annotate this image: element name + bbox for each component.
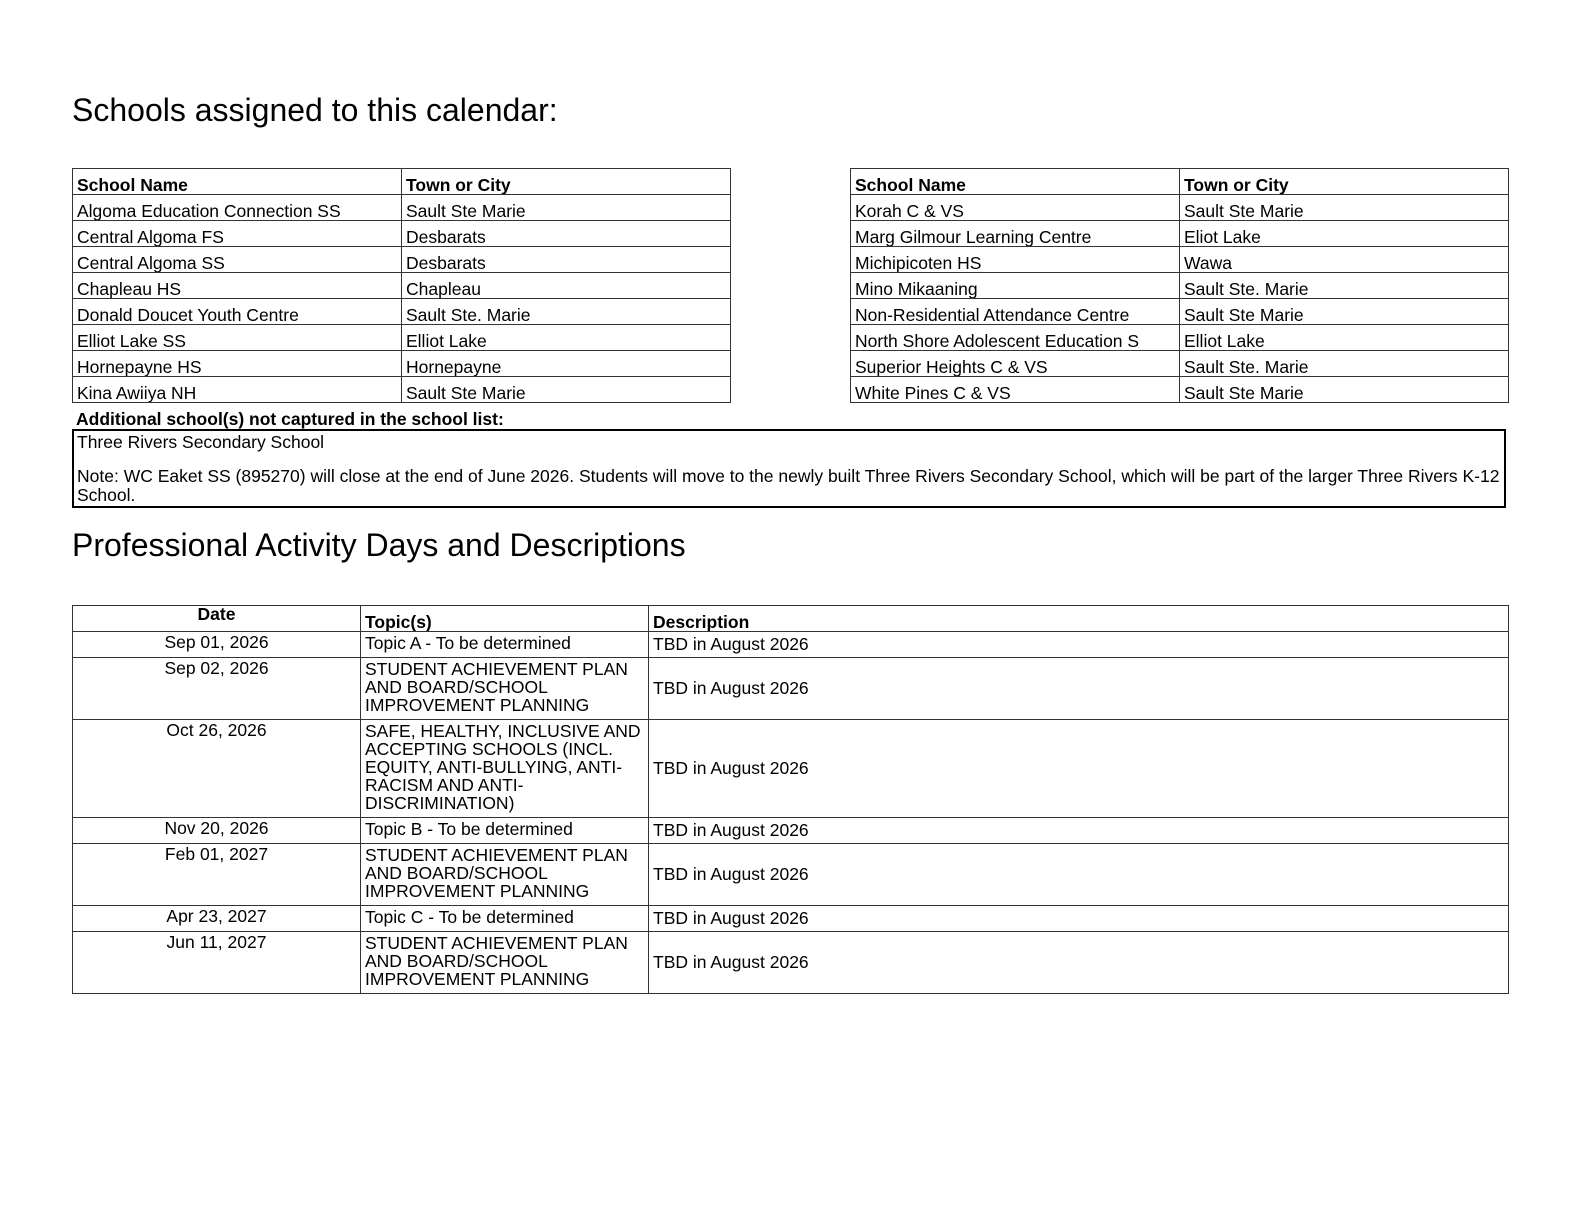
school-name-header: School Name <box>851 169 1180 195</box>
town-cell: Chapleau <box>402 273 731 299</box>
table-row <box>73 720 1509 818</box>
description-header: Description <box>649 606 1509 632</box>
table-row <box>73 351 731 377</box>
school-name-header: School Name <box>73 169 402 195</box>
town-cell: Sault Ste Marie <box>402 377 731 403</box>
school-name-cell: Algoma Education Connection SS <box>73 195 402 221</box>
school-name-cell: Marg Gilmour Learning Centre <box>851 221 1180 247</box>
town-cell: Sault Ste. Marie <box>1180 351 1509 377</box>
table-header-row <box>851 169 1509 195</box>
additional-note: Note: WC Eaket SS (895270) will close at the end of June 2026. Students will move to the newly built Three Rivers Secondary School, which will be part of the larger Three Rivers K-12 School. <box>77 466 1500 505</box>
table-row <box>73 377 731 403</box>
schools-table-left <box>72 168 731 403</box>
school-name-cell: Michipicoten HS <box>851 247 1180 273</box>
table-header-row <box>73 169 731 195</box>
town-header: Town or City <box>1180 169 1509 195</box>
additional-schools-label: Additional school(s) not captured in the school list: <box>76 409 504 429</box>
table-row <box>851 247 1509 273</box>
town-cell: Sault Ste Marie <box>402 195 731 221</box>
additional-schools-box <box>72 429 1506 508</box>
town-cell: Sault Ste. Marie <box>402 299 731 325</box>
date-header: Date <box>73 606 361 632</box>
town-cell: Eliot Lake <box>1180 221 1509 247</box>
table-row <box>73 632 1509 658</box>
date-cell: Nov 20, 2026 <box>73 818 361 844</box>
table-row <box>851 273 1509 299</box>
topic-cell: STUDENT ACHIEVEMENT PLAN AND BOARD/SCHOOL IMPROVEMENT PLANNING <box>361 658 649 720</box>
topic-cell: STUDENT ACHIEVEMENT PLAN AND BOARD/SCHOOL IMPROVEMENT PLANNING <box>361 932 649 994</box>
description-cell: TBD in August 2026 <box>649 658 1509 720</box>
school-name-cell: Non-Residential Attendance Centre <box>851 299 1180 325</box>
topic-cell: SAFE, HEALTHY, INCLUSIVE AND ACCEPTING SCHOOLS (INCL. EQUITY, ANTI-BULLYING, ANTI-RACISM AND ANTI-DISCRIMINATION) <box>361 720 649 818</box>
school-name-cell: Chapleau HS <box>73 273 402 299</box>
table-row <box>73 325 731 351</box>
date-cell: Sep 01, 2026 <box>73 632 361 658</box>
table-row <box>851 377 1509 403</box>
topic-cell: STUDENT ACHIEVEMENT PLAN AND BOARD/SCHOOL IMPROVEMENT PLANNING <box>361 844 649 906</box>
school-name-cell: Donald Doucet Youth Centre <box>73 299 402 325</box>
town-cell: Sault Ste Marie <box>1180 299 1509 325</box>
table-row <box>73 932 1509 994</box>
school-name-cell: Hornepayne HS <box>73 351 402 377</box>
table-row <box>73 247 731 273</box>
table-row <box>851 299 1509 325</box>
description-cell: TBD in August 2026 <box>649 632 1509 658</box>
table-row <box>73 818 1509 844</box>
date-cell: Oct 26, 2026 <box>73 720 361 818</box>
table-row <box>851 325 1509 351</box>
town-cell: Desbarats <box>402 247 731 273</box>
table-row <box>73 658 1509 720</box>
town-cell: Wawa <box>1180 247 1509 273</box>
town-cell: Sault Ste. Marie <box>1180 273 1509 299</box>
topic-header: Topic(s) <box>361 606 649 632</box>
pa-days-section-title: Professional Activity Days and Descriptions <box>72 527 686 563</box>
town-header: Town or City <box>402 169 731 195</box>
town-cell: Elliot Lake <box>1180 325 1509 351</box>
school-name-cell: North Shore Adolescent Education S <box>851 325 1180 351</box>
date-cell: Jun 11, 2027 <box>73 932 361 994</box>
school-name-cell: Central Algoma SS <box>73 247 402 273</box>
table-row <box>73 273 731 299</box>
school-name-cell: Central Algoma FS <box>73 221 402 247</box>
table-row <box>73 844 1509 906</box>
school-name-cell: Mino Mikaaning <box>851 273 1180 299</box>
pa-days-table <box>72 605 1509 994</box>
description-cell: TBD in August 2026 <box>649 932 1509 994</box>
date-cell: Apr 23, 2027 <box>73 906 361 932</box>
table-row <box>73 906 1509 932</box>
town-cell: Hornepayne <box>402 351 731 377</box>
school-name-cell: White Pines C & VS <box>851 377 1180 403</box>
description-cell: TBD in August 2026 <box>649 906 1509 932</box>
topic-cell: Topic C - To be determined <box>361 906 649 932</box>
school-name-cell: Korah C & VS <box>851 195 1180 221</box>
town-cell: Sault Ste Marie <box>1180 377 1509 403</box>
date-cell: Sep 02, 2026 <box>73 658 361 720</box>
table-row <box>73 221 731 247</box>
table-row <box>73 195 731 221</box>
town-cell: Elliot Lake <box>402 325 731 351</box>
schools-table-right <box>850 168 1509 403</box>
table-header-row <box>73 606 1509 632</box>
topic-cell: Topic A - To be determined <box>361 632 649 658</box>
town-cell: Desbarats <box>402 221 731 247</box>
date-cell: Feb 01, 2027 <box>73 844 361 906</box>
table-row <box>73 299 731 325</box>
table-row <box>851 351 1509 377</box>
description-cell: TBD in August 2026 <box>649 720 1509 818</box>
additional-school-name: Three Rivers Secondary School <box>77 432 325 452</box>
schools-section-title: Schools assigned to this calendar: <box>72 92 558 128</box>
description-cell: TBD in August 2026 <box>649 844 1509 906</box>
table-row <box>851 195 1509 221</box>
topic-cell: Topic B - To be determined <box>361 818 649 844</box>
description-cell: TBD in August 2026 <box>649 818 1509 844</box>
town-cell: Sault Ste Marie <box>1180 195 1509 221</box>
school-name-cell: Kina Awiiya NH <box>73 377 402 403</box>
school-name-cell: Superior Heights C & VS <box>851 351 1180 377</box>
school-name-cell: Elliot Lake SS <box>73 325 402 351</box>
table-row <box>851 221 1509 247</box>
